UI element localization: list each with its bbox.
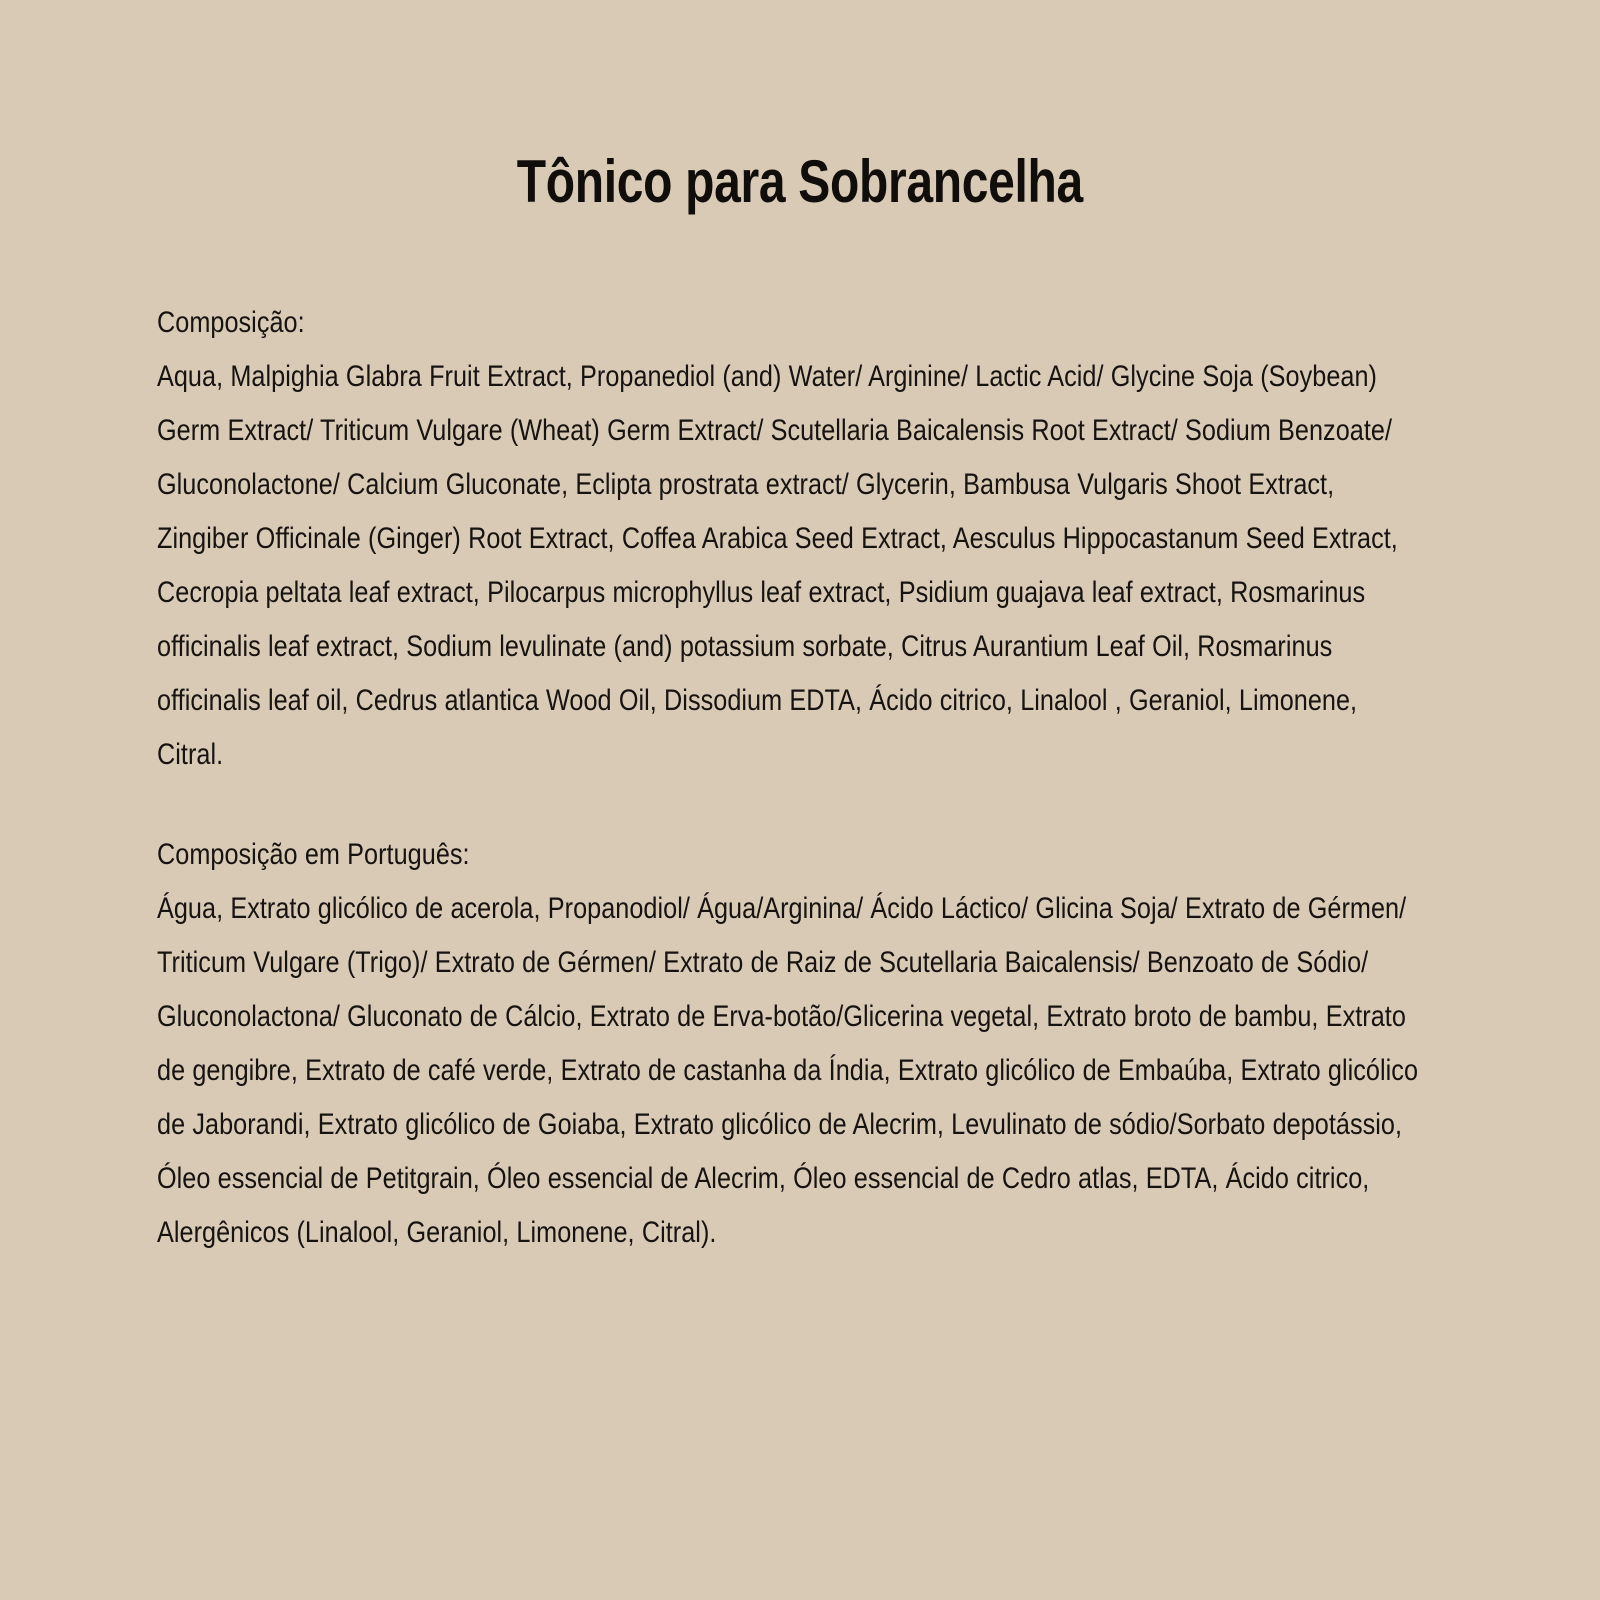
composition-section-portuguese <box>157 828 1419 1260</box>
composition-ingredients-text: Aqua, Malpighia Glabra Fruit Extract, Propanediol (and) Water/ Arginine/ Lactic Acid/ Glycine Soja (Soybean) Germ Extract/ Triticum Vulgare (Wheat) Germ Extract/ Scutellaria Baicalensis Root Extract/ Sodium Benzoate/ Gluconolactone/ Calcium Gluconate, Eclipta prostrata extract/ Glycerin, Bambusa Vulgaris Shoot Extract, Zingiber Officinale (Ginger) Root Extract, Coffea Arabica Seed Extract, Aesculus Hippocastanum Seed Extract, Cecropia peltata leaf extract, Pilocarpus microphyllus leaf extract, Psidium guajava leaf extract, Rosmarinus officinalis leaf extract, Sodium levulinate (and) potassium sorbate, Citrus Aurantium Leaf Oil, Rosmarinus officinalis leaf oil, Cedrus atlantica Wood Oil, Dissodium EDTA, Ácido citrico, Linalool , Geraniol, Limonene, Citral. <box>157 360 1398 771</box>
ingredients-content <box>157 296 1419 1260</box>
composition-section-english <box>157 296 1419 782</box>
title-area <box>0 150 1600 213</box>
page-title: Tônico para Sobrancelha <box>516 148 1084 215</box>
composition-portuguese-ingredients-text: Água, Extrato glicólico de acerola, Propanodiol/ Água/Arginina/ Ácido Láctico/ Glicina Soja/ Extrato de Gérmen/ Triticum Vulgare (Trigo)/ Extrato de Gérmen/ Extrato de Raiz de Scutellaria Baicalensis/ Benzoato de Sódio/ Gluconolactona/ Gluconato de Cálcio, Extrato de Erva-botão/Glicerina vegetal, Extrato broto de bambu, Extrato de gengibre, Extrato de café verde, Extrato de castanha da Índia, Extrato glicólico de Embaúba, Extrato glicólico de Jaborandi, Extrato glicólico de Goiaba, Extrato glicólico de Alecrim, Levulinato de sódio/Sorbato depotássio, Óleo essencial de Petitgrain, Óleo essencial de Alecrim, Óleo essencial de Cedro atlas, EDTA, Ácido citrico, Alergênicos (Linalool, Geraniol, Limonene, Citral). <box>157 892 1419 1249</box>
composition-portuguese-heading: Composição em Português: <box>157 838 470 871</box>
composition-heading: Composição: <box>157 306 305 339</box>
